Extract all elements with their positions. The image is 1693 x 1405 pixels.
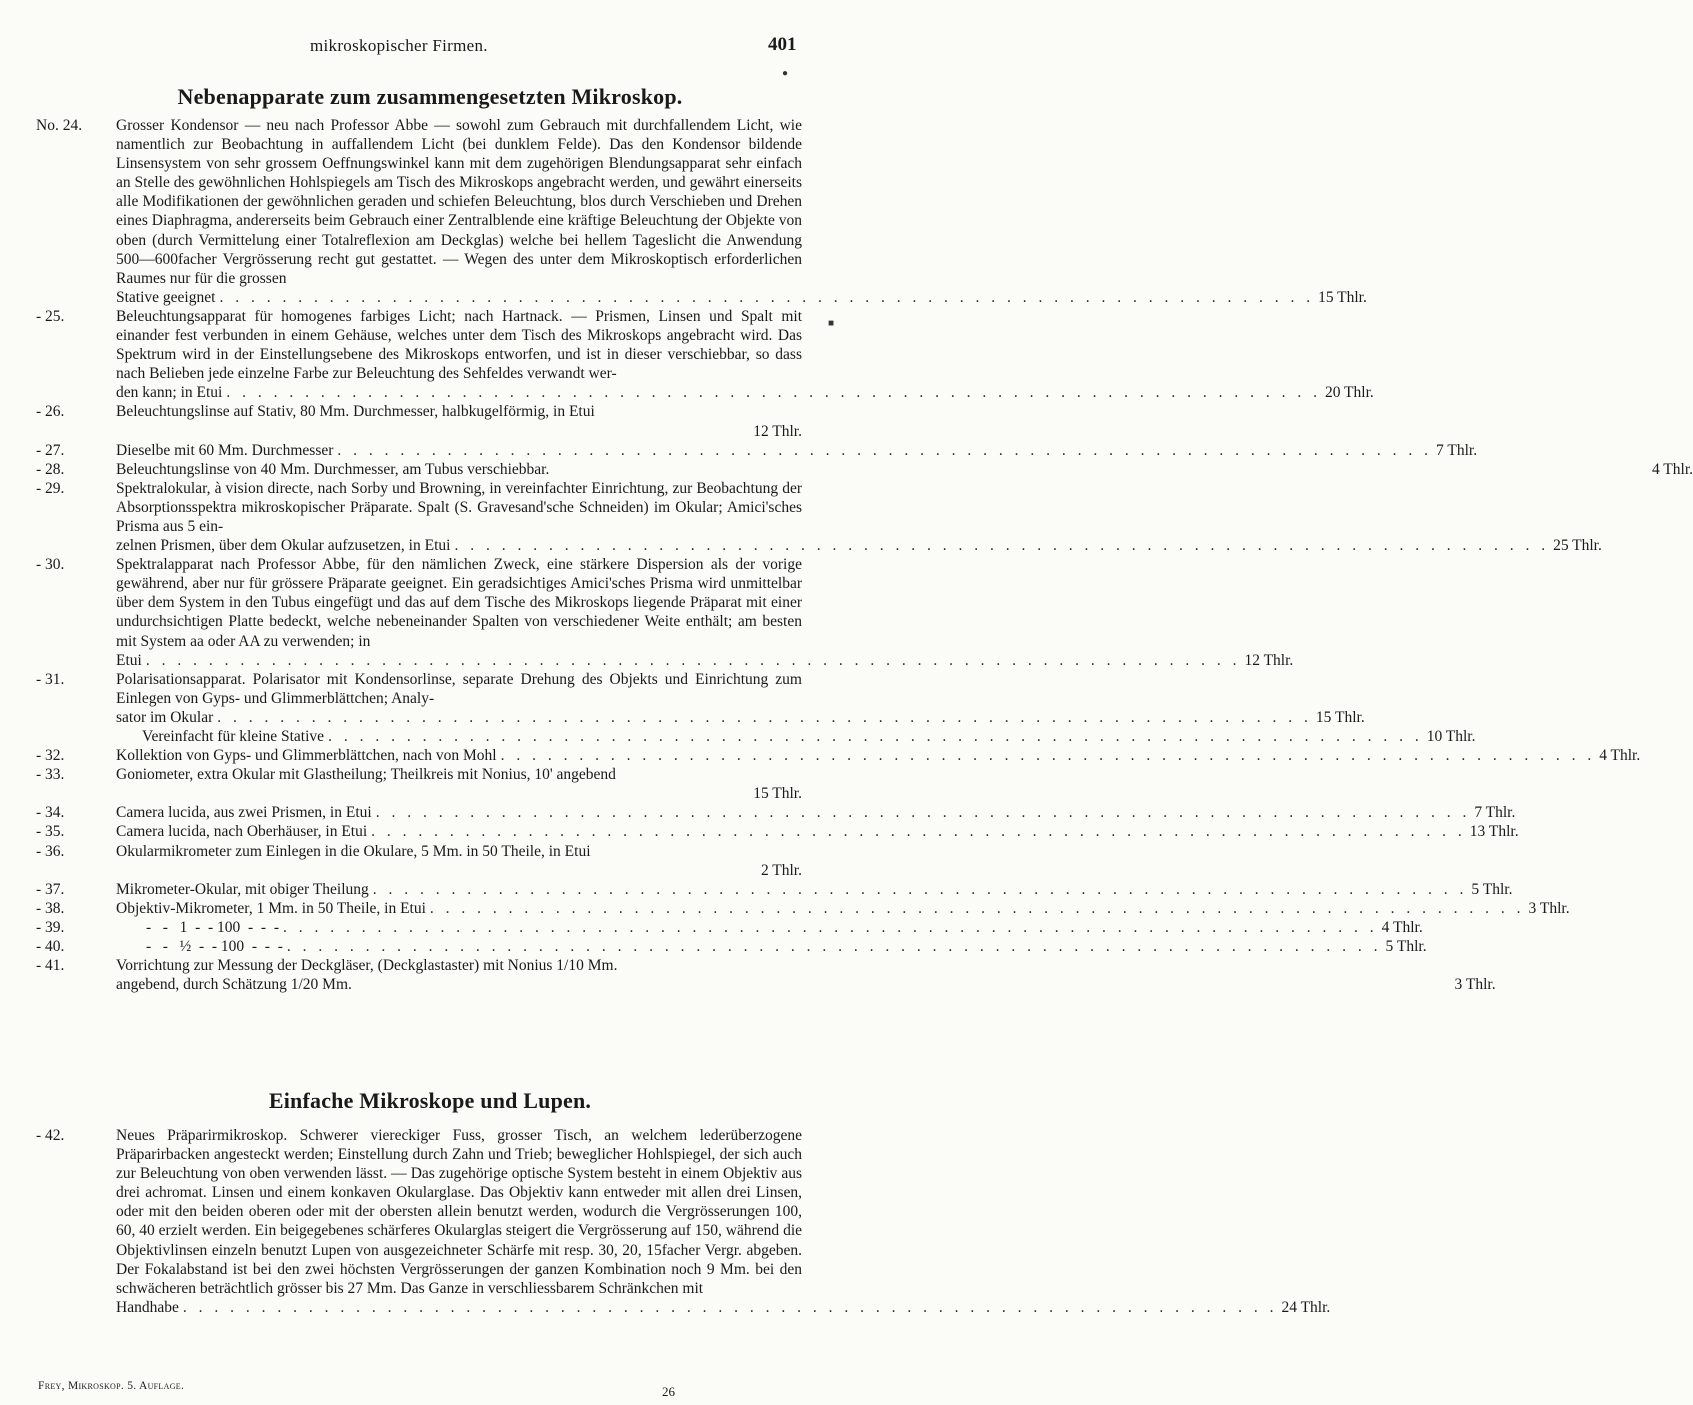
catalog-entry <box>0 307 1374 402</box>
ink-speck: ● <box>782 68 789 79</box>
running-head <box>0 36 860 60</box>
price-line <box>116 803 1516 822</box>
price-line <box>116 708 1365 727</box>
entry-number: - 32. <box>36 747 65 765</box>
price-line <box>116 746 1641 765</box>
entry-number: - 34. <box>36 804 65 822</box>
entry-last-line: Etui <box>116 651 142 669</box>
section-heading-simple-microscopes: Einfache Mikroskope und Lupen. <box>268 1088 592 1113</box>
price-line <box>116 918 1423 937</box>
entry-text: Beleuchtungslinse auf Stativ, 80 Mm. Durchmesser, halbkugelförmig, in Etui <box>116 403 595 421</box>
price-line <box>116 288 1367 307</box>
leader-dots <box>283 918 1378 937</box>
catalog-entry <box>0 822 1519 841</box>
section-heading-accessories: Nebenapparate zum zusammengesetzten Mikroskop. <box>177 84 683 109</box>
leader-dots <box>217 708 1312 727</box>
leader-dots <box>501 746 1596 765</box>
entry-price: 5 Thlr. <box>1471 880 1513 898</box>
entry-number: - 27. <box>36 441 65 459</box>
entry-sub-price: 10 Thlr. <box>1426 728 1476 745</box>
price-line <box>116 899 1570 918</box>
leader-dots <box>183 1298 1278 1317</box>
entry-price: 4 Thlr. <box>1651 460 1693 478</box>
entry-price: 7 Thlr. <box>1474 804 1516 822</box>
price-line <box>116 975 1496 994</box>
entry-price: 3 Thlr. <box>1454 976 1496 994</box>
leader-dots <box>371 822 1466 841</box>
entry-text: Vorrichtung zur Messung der Deckgläser, (Deckglastaster) mit Nonius 1/10 Mm. <box>116 957 618 975</box>
price-line <box>116 937 1427 956</box>
price-line <box>116 880 1513 899</box>
entry-price: 2 Thlr. <box>760 861 802 879</box>
entry-price: 25 Thlr. <box>1553 537 1602 555</box>
entry-text: Spektralokular, à vision directe, nach Sorby und Browning, in vereinfachter Einrichtung, zur Beobachtung der Absorptionsspektra mikroskopischer Präparate. Spalt (S. Gravesand'sche Schneiden) im Okular; Amici'sches Prisma aus 5 ein- <box>116 479 802 535</box>
catalog-entry <box>0 803 1516 822</box>
entry-text: Spektralapparat nach Professor Abbe, für den nämlichen Zweck, eine stärkere Dispersion als der vorige gewährend, aber nur für grössere Präparate geeignet. Ein geradsichtiges Amici'sches Prisma wird unmittelbar über dem System in den Tubus eingefügt und das auf dem Tische des Mikroskops liegende Präparat mit einer undurchsichtigen Platte bedeckt, welche nebeneinander Spalten von verschiedener Weite enthält; am besten mit System aa oder AA zu verwenden; in <box>116 556 802 650</box>
entry-last-line: sator im Okular <box>116 708 214 726</box>
entry-price: 3 Thlr. <box>1528 899 1570 917</box>
entry-number: - 31. <box>36 670 65 688</box>
entry-text: Goniometer, extra Okular mit Glastheilung; Theilkreis mit Nonius, 10' angebend <box>116 766 616 784</box>
price-line <box>116 1298 1331 1317</box>
price-line <box>116 441 1478 460</box>
entry-label: Dieselbe mit 60 Mm. Durchmesser <box>116 441 334 459</box>
entry-sub-label: Vereinfacht für kleine Stative <box>142 728 325 745</box>
price-line <box>116 460 1693 479</box>
leader-dots <box>337 441 1432 460</box>
entry-label: - - 1 - - 100 - - - <box>146 918 280 936</box>
entry-price: 4 Thlr. <box>1599 747 1641 765</box>
catalog-entry <box>0 918 1423 937</box>
catalog-entry <box>0 670 1476 746</box>
catalog-entry <box>0 555 1294 670</box>
entry-price: 20 Thlr. <box>1324 384 1374 402</box>
signature-mark: 26 <box>662 1384 675 1399</box>
entry-price: 4 Thlr. <box>1381 918 1423 936</box>
catalog-entry <box>0 880 1513 899</box>
entry-label: Beleuchtungslinse von 40 Mm. Durchmesser, am Tubus verschiebbar. <box>116 460 550 478</box>
price-line <box>116 536 1602 555</box>
entry-text: Okularmikrometer zum Einlegen in die Okulare, 5 Mm. in 50 Theile, in Etui <box>116 842 591 860</box>
entry-label: Kollektion von Gyps- und Glimmerblättchen, nach von Mohl <box>116 747 497 765</box>
price-line <box>116 383 1374 402</box>
footer-signature: Frey, Mikroskop. 5. Auflage. <box>38 1380 185 1392</box>
entry-label: Camera lucida, aus zwei Prismen, in Etui <box>116 804 372 822</box>
leader-dots <box>376 803 1471 822</box>
entry-label: Objektiv-Mikrometer, 1 Mm. in 50 Theile, in Etui <box>116 899 426 917</box>
catalog-entry <box>0 402 860 440</box>
entry-number: - 25. <box>36 307 65 325</box>
entry-number: - 41. <box>36 957 65 975</box>
entry-price: 12 Thlr. <box>753 422 802 440</box>
ink-speck: ■ <box>828 318 835 329</box>
price-line-variant <box>142 727 1476 746</box>
price-line <box>116 651 1294 670</box>
leader-dots <box>287 937 1382 956</box>
price-line <box>116 822 1519 841</box>
section-accessories <box>0 116 1693 994</box>
catalog-entry <box>0 937 1427 956</box>
entry-price: 15 Thlr. <box>1315 708 1365 726</box>
entry-number: - 37. <box>36 880 65 898</box>
running-title: mikroskopischer Firmen. <box>310 36 488 55</box>
leader-dots <box>219 288 1314 307</box>
entry-number: - 33. <box>36 766 65 784</box>
leader-dots <box>454 536 1549 555</box>
catalog-entry <box>0 765 860 803</box>
entry-last-line: zelnen Prismen, über dem Okular aufzusetzen, in Etui <box>116 537 451 555</box>
catalog-entry <box>0 1126 1331 1317</box>
catalog-entry <box>0 746 1641 765</box>
entry-label: Mikrometer-Okular, mit obiger Theilung <box>116 880 369 898</box>
entry-number: - 28. <box>36 460 65 478</box>
entry-last-line: Handhabe <box>116 1298 179 1316</box>
entry-text: Beleuchtungsapparat für homogenes farbiges Licht; nach Hartnack. — Prismen, Linsen und Spalt mit einander fest verbunden in einem Gehäuse, welches unter dem Tisch des Mikroskops angebracht wird. Das Spektrum wird in der Einstellungsebene des Mikroskops entworfen, und ist in dieser verschiebbar, so dass nach Belieben jede einzelne Farbe zur Beleuchtung des Sehfeldes verwandt wer- <box>116 307 802 383</box>
page-number: 401 <box>768 34 797 55</box>
entry-last-line: den kann; in Etui <box>116 384 223 402</box>
catalog-entry <box>0 116 1367 307</box>
entry-text: Polarisationsapparat. Polarisator mit Kondensorlinse, separate Drehung des Objekts und Einrichtung zum Einlegen von Gyps- und Glimmerblättchen; Analy- <box>116 670 802 707</box>
entry-price: 7 Thlr. <box>1436 441 1478 459</box>
entry-number: - 40. <box>36 938 65 956</box>
entry-number: - 38. <box>36 899 65 917</box>
catalog-entry <box>0 460 1693 479</box>
entry-last-line: angebend, durch Schätzung 1/20 Mm. <box>116 976 352 994</box>
entry-price: 15 Thlr. <box>1318 288 1367 306</box>
catalog-entry <box>0 479 1602 555</box>
leader-dots <box>430 899 1525 918</box>
entry-price: 12 Thlr. <box>1244 651 1294 669</box>
entry-price: 24 Thlr. <box>1281 1298 1331 1316</box>
leader-dots <box>226 383 1321 402</box>
entry-price: 5 Thlr. <box>1385 938 1427 956</box>
entry-text: Neues Präparirmikroskop. Schwerer viereckiger Fuss, grosser Tisch, an welchem lederüberzogene Präparirbacken angesteckt werden; Einstellung durch Zahn und Trieb; beweglicher Hohlspiegel, der sich auch zur Beleuchtung von oben verwenden lässt. — Das zugehörige optische System besteht in einem Objektiv aus drei achromat. Linsen und einem konkaven Okularglase. Das Objektiv kann entweder mit allen drei Linsen, oder mit den beiden oberen oder mit der obersten allein benutzt werden, wodurch die Vergrösserungen 100, 60, 40 erzielt werden. Ein beigegebenes schärferes Okularglas steigert die Vergrösserung auf 150, während die Objektivlinsen einzeln benutzt Lupen von ausgezeichneter Schärfe mit resp. 30, 20, 15facher Vergr. abgeben. Der Fokalabstand ist bei den zwei höchsten Vergrösserungen der ganzen Kombination noch 9 Mm. bei den schwächeren beträchtlich grösser bis 27 Mm. Das Ganze in verschliessbarem Schränkchen mit <box>116 1127 802 1297</box>
entry-label: Camera lucida, nach Oberhäuser, in Etui <box>116 823 368 841</box>
entry-number: - 36. <box>36 842 65 860</box>
catalog-entry <box>0 899 1570 918</box>
section-simple-microscopes <box>0 1126 1331 1317</box>
page-footer <box>0 1380 860 1400</box>
entry-number: - 29. <box>36 479 65 497</box>
entry-last-line: Stative geeignet <box>116 288 216 306</box>
entry-text: Grosser Kondensor — neu nach Professor Abbe — sowohl zum Gebrauch mit durchfallendem Licht, wie namentlich zur Beobachtung in auffallendem Licht (bei dunklem Felde). Das den Kondensor bildende Linsensystem von sehr grossem Oeffnungswinkel kann mit dem zugehörigen Blendungsapparat sehr einfach an Stelle des gewöhnlichen Hohlspiegels am Tisch des Mikroskops angebracht werden, und gewährt einerseits alle Modifikationen der gewöhnlichen geraden und schiefen Beleuchtung, blos durch Verschieben und Drehen eines Diaphragma, andererseits beim Gebrauch einer Zentralblende eine kräftige Beleuchtung der Objekte von oben (durch Vermittelung einer Totalreflexion am Deckglas) welche bei hellem Tageslicht die Anwendung 500—600facher Vergrösserung recht gut gestattet. — Wegen des unter dem Mikroskoptisch erforderlichen Raumes nur für die grossen <box>116 117 802 287</box>
catalog-entry <box>0 956 1496 994</box>
entry-price: 15 Thlr. <box>753 785 802 803</box>
entry-number: No. 24. <box>36 117 83 134</box>
entry-number: - 30. <box>36 556 65 574</box>
catalog-entry <box>0 441 1478 460</box>
entry-price: 13 Thlr. <box>1469 823 1519 841</box>
leader-dots <box>146 651 1241 670</box>
entry-label: - - ½ - - 100 - - - <box>146 938 283 956</box>
leader-dots <box>373 880 1468 899</box>
entry-number: - 42. <box>36 1127 65 1144</box>
entry-number: - 26. <box>36 403 65 421</box>
leader-dots <box>328 727 1423 746</box>
entry-number: - 39. <box>36 918 65 936</box>
entry-number: - 35. <box>36 823 65 841</box>
catalog-entry <box>0 842 860 880</box>
